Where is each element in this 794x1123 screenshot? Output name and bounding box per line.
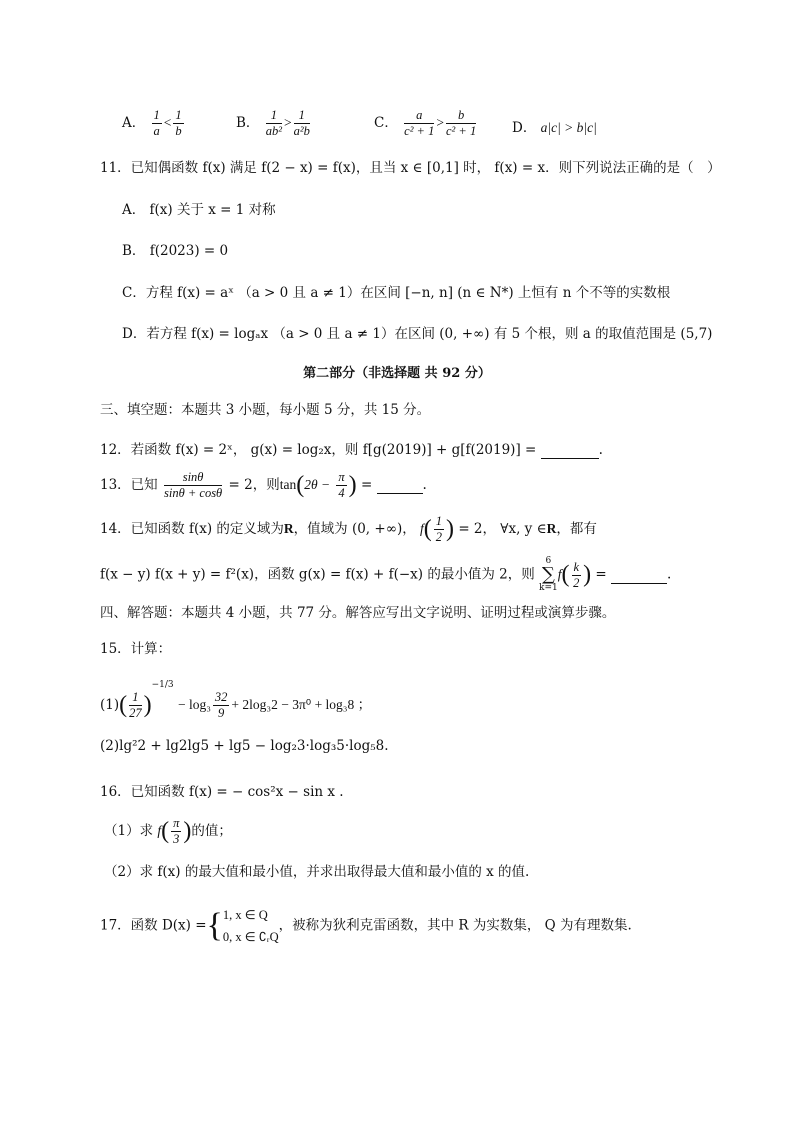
equals: = xyxy=(360,477,373,493)
q14-text: 14．已知函数 f(x) 的定义域为 xyxy=(100,521,284,537)
left-paren: ( xyxy=(561,561,570,588)
denominator: 2 xyxy=(435,530,443,544)
numerator: π xyxy=(173,816,180,830)
q14-line2 xyxy=(100,556,671,594)
q14-text: ，值域为 (0, +∞)， xyxy=(293,521,416,537)
denominator: ab² xyxy=(265,124,282,138)
fraction xyxy=(336,470,346,501)
piecewise-cases xyxy=(223,904,279,948)
section4-heading: 四、解答题：本题共 4 小题，共 77 分。解答应写出文字说明、证明过程或演算步骤。 xyxy=(100,605,616,621)
denominator: 4 xyxy=(338,486,345,500)
summation xyxy=(539,556,558,594)
q12-text: 12．若函数 f(x) = 2ˣ， g(x) = log₂x，则 f[g(2019)] + g[f(2019)] = xyxy=(100,442,537,458)
q14-line1 xyxy=(100,514,597,545)
fraction xyxy=(213,690,230,721)
numerator: k xyxy=(573,559,580,574)
numerator: 1 xyxy=(175,108,182,122)
left-paren: ( xyxy=(119,692,128,718)
answer-blank xyxy=(541,442,599,459)
operator: > xyxy=(283,115,292,130)
real-set: R xyxy=(283,521,294,536)
q16-stem: 16．已知函数 f(x) = − cos²x − sin x . xyxy=(100,784,344,800)
denominator: 3 xyxy=(173,832,180,846)
tail-terms: + 2log₃2 − 3π⁰ + log₃8 ； xyxy=(231,697,372,712)
numerator: π xyxy=(338,470,345,484)
equals: = xyxy=(595,566,607,583)
fraction xyxy=(404,108,434,139)
option-expression: a|c| > b|c| xyxy=(540,120,597,135)
f: f xyxy=(157,823,162,838)
part-label: (1) xyxy=(100,697,120,713)
q11-option-a: A． f(x) 关于 x = 1 对称 xyxy=(122,202,276,218)
option-letter: C． xyxy=(374,115,398,131)
numerator: 1 xyxy=(435,514,443,528)
denominator: sinθ + cosθ xyxy=(163,486,223,500)
q15-part1 xyxy=(100,680,371,721)
tan: tan xyxy=(279,477,297,492)
q15-title: 15．计算： xyxy=(100,641,172,657)
answer-blank xyxy=(611,567,667,584)
inner-expression: 2θ − xyxy=(304,477,331,492)
q14-period: . xyxy=(666,566,672,583)
q14-text: = 2， ∀x, y ∈ xyxy=(458,521,547,537)
fraction xyxy=(171,816,181,847)
numerator: 1 xyxy=(266,108,282,124)
q10-option-d xyxy=(512,116,597,136)
operator: > xyxy=(436,115,444,130)
option-letter: D． xyxy=(512,120,537,136)
denominator: 2 xyxy=(573,575,580,590)
q10-option-a xyxy=(122,108,186,139)
fraction xyxy=(294,108,310,139)
fraction xyxy=(129,690,142,721)
fraction xyxy=(152,108,162,139)
right-paren: ) xyxy=(446,516,455,542)
case-1: 1, x ∈ Q xyxy=(222,908,268,922)
answer-blank xyxy=(377,477,423,494)
left-brace: { xyxy=(206,907,223,944)
denominator: c² + 1 xyxy=(404,124,435,138)
left-paren: ( xyxy=(423,516,432,542)
right-paren: ) xyxy=(348,472,357,498)
q10-option-c xyxy=(374,108,478,139)
q17 xyxy=(100,904,632,948)
right-paren: ) xyxy=(183,818,192,844)
part2-title: 第二部分（非选择题 共 92 分） xyxy=(303,366,491,381)
fraction xyxy=(164,470,222,501)
option-letter: B． xyxy=(236,115,260,131)
numerator: 32 xyxy=(214,690,228,704)
numerator: b xyxy=(446,108,476,124)
numerator: 1 xyxy=(153,108,160,122)
f: f xyxy=(557,566,562,582)
case-2: 0, x ∈ ∁ᵣQ xyxy=(222,930,279,944)
q17-text: 17．函数 D(x) = xyxy=(100,917,207,934)
q13 xyxy=(100,470,427,501)
q11-option-b: B． f(2023) = 0 xyxy=(122,243,229,259)
q12 xyxy=(100,438,603,459)
q17-text: ，被称为狄利克雷函数，其中 R 为实数集， Q 为有理数集. xyxy=(278,917,632,934)
log-term: − log₃ xyxy=(177,697,211,712)
right-paren: ) xyxy=(143,692,152,718)
q13-text: = 2，则 xyxy=(228,477,280,493)
left-paren: ( xyxy=(296,472,305,498)
q11-option-d: D．若方程 f(x) = logₐx （a > 0 且 a ≠ 1）在区间 (0, +∞) 有 5 个根，则 a 的取值范围是 (5,7) xyxy=(122,326,713,342)
numerator: 1 xyxy=(294,108,310,124)
sum-upper: 6 xyxy=(545,556,552,566)
real-set: R xyxy=(546,521,557,536)
fraction xyxy=(446,108,476,139)
denominator: a xyxy=(153,124,160,138)
f: f xyxy=(420,521,424,536)
right-paren: ) xyxy=(583,561,592,588)
exponent: −1/3 xyxy=(151,680,174,690)
q13-period: . xyxy=(422,477,427,493)
q11-stem: 11．已知偶函数 f(x) 满足 f(2 − x) = f(x)，且当 x ∈ [0,1] 时， f(x) = x．则下列说法正确的是（ ） xyxy=(100,160,721,176)
denominator: 9 xyxy=(218,706,225,720)
numerator: a xyxy=(404,108,434,124)
q11-option-c: C．方程 f(x) = aˣ （a > 0 且 a ≠ 1）在区间 [−n, n] (n ∈ N*) 上恒有 n 个不等的实数根 xyxy=(122,285,671,301)
section3-heading: 三、填空题：本题共 3 小题，每小题 5 分，共 15 分。 xyxy=(100,402,431,418)
q13-text: 13．已知 xyxy=(100,477,158,493)
numerator: 1 xyxy=(129,690,142,706)
denominator: a²b xyxy=(293,124,310,138)
option-letter: A． xyxy=(122,115,146,131)
numerator: sinθ xyxy=(164,470,222,486)
fraction xyxy=(173,108,183,139)
q15-part2: (2)lg²2 + lg2lg5 + lg5 − log₂3·log₃5·log₅8. xyxy=(100,738,389,754)
denominator: c² + 1 xyxy=(446,124,477,138)
q16-text: （1）求 xyxy=(104,823,154,839)
q16-part2: （2）求 f(x) 的最大值和最小值，并求出取得最大值和最小值的 x 的值. xyxy=(104,864,530,880)
operator: < xyxy=(163,115,172,130)
fraction xyxy=(434,514,444,545)
sum-lower: k=1 xyxy=(539,583,558,593)
q14-text: ，都有 xyxy=(556,521,597,537)
q16-part1 xyxy=(104,816,232,847)
q16-text: 的值； xyxy=(191,823,232,839)
sum-symbol: ∑ xyxy=(541,564,555,585)
q12-period: . xyxy=(598,442,603,458)
left-paren: ( xyxy=(161,818,170,844)
denominator: b xyxy=(175,124,182,138)
q14-text: f(x − y) f(x + y) = f²(x)，函数 g(x) = f(x) + f(−x) 的最小值为 2，则 xyxy=(100,566,535,583)
denominator: 27 xyxy=(129,706,142,720)
fraction xyxy=(572,560,582,591)
fraction xyxy=(266,108,282,139)
q10-option-b xyxy=(236,108,312,139)
